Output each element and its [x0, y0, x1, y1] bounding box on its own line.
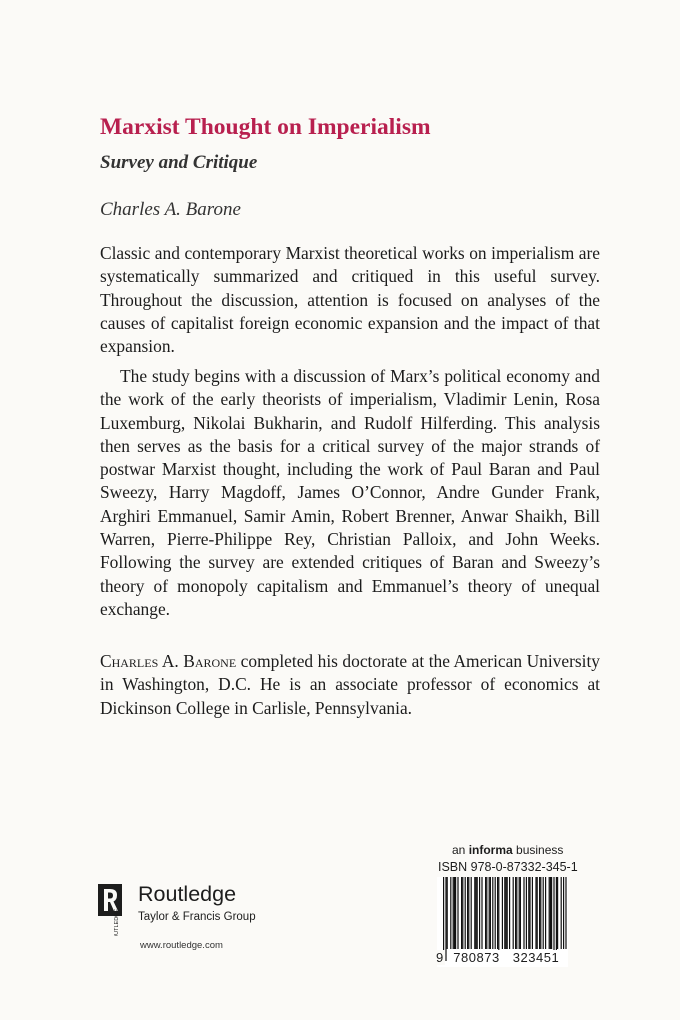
barcode-bar: [490, 877, 491, 949]
barcode-bar: [467, 877, 468, 949]
barcode-bar: [537, 877, 538, 949]
blurb-paragraph-1-text: Classic and contemporary Marxist theoretical works on imperialism are systematically summarized and critiqued in this useful survey. Throughout the discussion, attention is focused on analyses of the causes of capitalist foreign economic expansion and the impact of that expansion.: [100, 243, 600, 357]
publisher-name: Routledge: [138, 882, 237, 906]
barcode-bar: [479, 877, 480, 949]
informa-tagline: [452, 843, 563, 857]
informa-brand: informa: [468, 843, 513, 857]
barcode-bar: [462, 877, 463, 949]
isbn-label: ISBN 978-0-87332-345-1: [438, 860, 578, 874]
informa-suffix: business: [512, 843, 564, 857]
publisher-group: Taylor & Francis Group: [138, 911, 256, 923]
barcode-bar: [461, 877, 462, 949]
barcode-bar: [502, 877, 503, 949]
barcode-bar: [551, 877, 552, 949]
barcode-bar: [468, 877, 469, 949]
barcode-bar: [454, 877, 455, 949]
author-bio-text: [100, 650, 600, 720]
barcode-bar: [535, 877, 536, 949]
barcode-bar: [529, 877, 530, 949]
barcode-bar: [528, 877, 529, 949]
barcode-bar: [485, 877, 486, 949]
routledge-logo-icon: [98, 884, 122, 936]
barcode-bar: [445, 877, 446, 961]
book-title: Marxist Thought on Imperialism: [100, 114, 431, 140]
barcode-bar: [553, 877, 554, 961]
barcode-bar: [450, 877, 451, 949]
publisher-website: www.routledge.com: [140, 940, 223, 951]
barcode-bar: [550, 877, 551, 949]
barcode-bar: [492, 877, 493, 949]
author-bio-name: Charles A. Barone: [100, 651, 237, 671]
barcode-bar: [489, 877, 490, 949]
barcode-bar: [497, 877, 498, 949]
barcode-bar: [447, 877, 448, 949]
barcode-bar: [513, 877, 514, 949]
barcode-bar: [563, 877, 564, 949]
informa-prefix: an: [452, 843, 469, 857]
barcode-bar: [539, 877, 540, 949]
barcode-bar: [505, 877, 506, 949]
author-bio-body: completed his doctorate at the American University in Washington, D.C. He is an associate professor of economics at Dickinson College in Carlisle, Pennsylvania.: [100, 651, 600, 718]
barcode-bar: [498, 877, 499, 961]
barcode-bar: [526, 877, 527, 949]
barcode-bar: [519, 877, 520, 949]
logo-vertical-text: ROUTLEDGE: [114, 908, 120, 936]
barcode-bar: [540, 877, 541, 949]
barcode-bar: [507, 877, 508, 949]
book-subtitle: Survey and Critique: [100, 152, 258, 173]
barcode-bar: [515, 877, 516, 949]
barcode-bar: [520, 877, 521, 949]
barcode-bar: [545, 877, 546, 949]
barcode-bar: [457, 877, 458, 949]
barcode-bar: [453, 877, 454, 949]
barcode-bar: [475, 877, 476, 949]
barcode-bar: [509, 877, 510, 949]
blurb-paragraph-1: [100, 242, 600, 358]
barcode-bar: [532, 877, 533, 949]
barcode-digits: [436, 950, 570, 966]
barcode-bar: [543, 877, 544, 949]
author-bio: [100, 650, 600, 720]
barcode-bar: [465, 877, 466, 949]
barcode-bar: [495, 877, 496, 949]
barcode-bar: [523, 877, 524, 949]
barcode-bar: [516, 877, 517, 949]
barcode-digit-first: 9: [436, 950, 444, 965]
barcode-bar: [477, 877, 478, 949]
barcode-bar: [557, 877, 558, 949]
barcode-bar: [481, 877, 482, 949]
barcode-digits-right: 323451: [508, 950, 564, 965]
barcode-bar: [471, 877, 472, 949]
barcode-bar: [486, 877, 487, 949]
blurb-paragraph-2: [100, 365, 600, 621]
barcode-bar: [504, 877, 505, 949]
barcode-bar: [455, 877, 456, 949]
barcode-bar: [474, 877, 475, 949]
barcode-bar: [443, 877, 444, 961]
barcode-bar: [565, 877, 566, 949]
book-author: Charles A. Barone: [100, 199, 241, 220]
blurb-paragraph-2-text: The study begins with a discussion of Marx’s political economy and the work of the early theorists of imperialism, Vladimir Lenin, Rosa Luxemburg, Nikolai Bukharin, and Rudolf Hilferding. This analysis then serves as the basis for a critical survey of the major strands of postwar Marxist thought, including the work of Paul Baran and Paul Sweezy, Harry Magdoff, James O’Connor, Andre Gunder Frank, Arghiri Emmanuel, Samir Amin, Robert Brenner, Anwar Shaikh, Bill Warren, Pierre-Philippe Rey, Christian Palloix, and John Weeks. Following the survey are extended critiques of Baran and Sweezy’s theory of monopoly capitalism and Emmanuel’s theory of unequal exchange.: [100, 366, 600, 619]
barcode-digits-left: 780873: [449, 950, 504, 965]
barcode-bar: [561, 877, 562, 949]
barcode-bar: [549, 877, 550, 949]
barcode-bar: [556, 877, 557, 961]
